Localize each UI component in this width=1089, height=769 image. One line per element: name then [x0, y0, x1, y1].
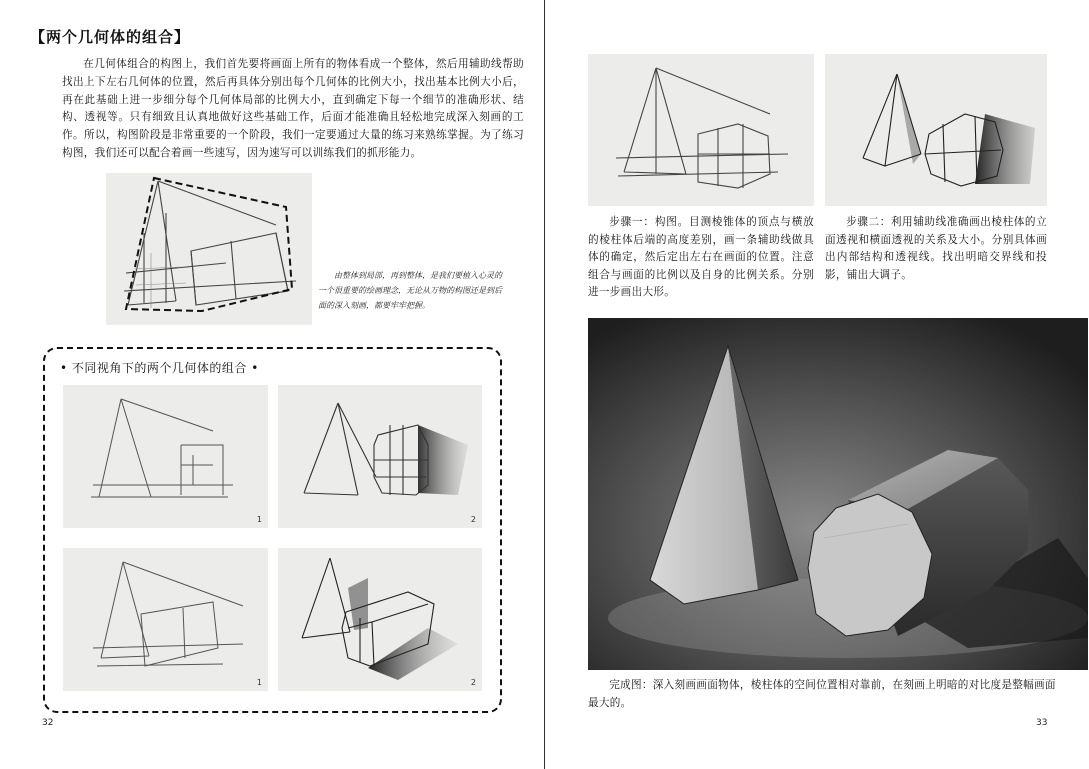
viewpoint-a-step1-image [63, 385, 268, 528]
step2-description: 步骤二：利用辅助线准确画出棱柱体的立面透视和横面透视的关系及大小。分别具体画出内部结构和透视线。找出明暗交界线和投影，铺出大调子。 [825, 216, 1047, 281]
viewpoint-box-title: • 不同视角下的两个几何体的组合 • [60, 361, 259, 375]
figure-number: 2 [470, 515, 476, 524]
viewpoint-b-step1-image [63, 548, 268, 691]
figure-number: 1 [256, 678, 262, 687]
step1-sketch-image [588, 54, 814, 206]
outline-caption: 由整体到局部，再到整体，是我们要植入心灵的一个很重要的绘画理念，无论从万物的构图还是到后面的深入刻画，都要牢牢把握。 [318, 271, 502, 310]
page-number-right: 33 [1036, 718, 1048, 728]
section-title: 【两个几何体的组合】 [30, 28, 191, 46]
figure-number: 2 [470, 678, 476, 687]
viewpoint-a-step2-image [278, 385, 482, 528]
step1-description: 步骤一：构图。目测棱锥体的顶点与横放的棱柱体后端的高度差别，画一条辅助线做具体的确定，然后定出左右在画面的位置。注意组合与画面的比例以及自身的比例关系。分别进一步画出大形。 [588, 216, 814, 298]
viewpoint-b-step2-image [278, 548, 482, 691]
final-drawing-image [588, 318, 1088, 670]
outline-sketch-image [106, 173, 312, 325]
figure-number: 1 [256, 515, 262, 524]
final-caption: 完成图：深入刻画画面物体，棱柱体的空间位置相对靠前，在刻画上明暗的对比度是整幅画面最大的。 [588, 679, 1056, 709]
step2-sketch-image [825, 54, 1047, 206]
intro-paragraph: 在几何体组合的构图上，我们首先要将画面上所有的物体看成一个整体，然后用辅助线帮助找出上下左右几何体的位置，然后再具体分别出每个几何体的比例大小，找出基本比例大小后，再在此基础上进一步细分每个几何体局部的比例大小，直到确定下每一个细节的准确形状、结构、透视等。只有细致且认真地做好这些基础工作，后面才能准确且轻松地完成深入刻画的工作。所以，构图阶段是非常重要的一个阶段，我们一定要通过大量的练习来熟练掌握。为了练习构图，我们还可以配合着画一些速写，因为速写可以训练我们的抓形能力。 [62, 58, 524, 159]
page-number-left: 32 [42, 718, 54, 728]
